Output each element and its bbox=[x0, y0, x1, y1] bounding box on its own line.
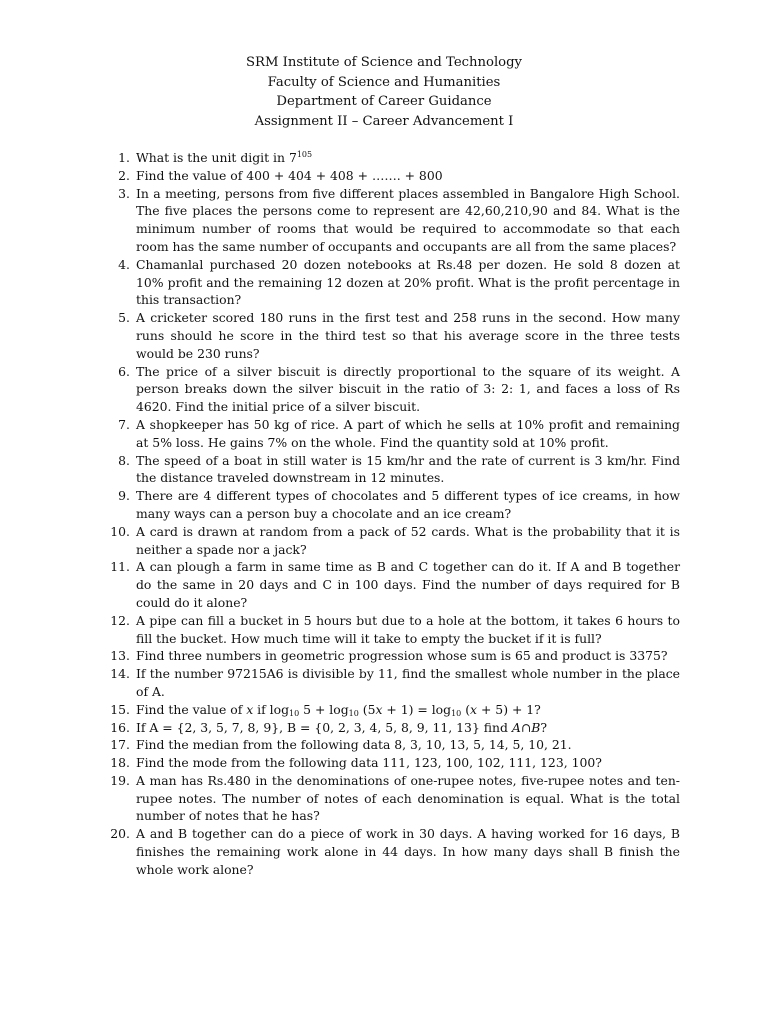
question-9: 9. There are 4 different types of chocolates and 5 different types of ice creams, in how many ways can a person buy a chocolate and an ice cream? bbox=[118, 488, 680, 521]
question-4: 4. Chamanlal purchased 20 dozen notebooks at Rs.48 per dozen. He sold 8 dozen at 10% profit and the remaining 12 dozen at 20% profit. What is the profit percentage in this transaction? bbox=[118, 256, 680, 308]
question-14: 14. If the number 97215A6 is divisible by 11, find the smallest whole number in the place of A. bbox=[110, 666, 680, 699]
question-20: 20. A and B together can do a piece of work in 30 days. A having worked for 16 days, B finishes the remaining work alone in 44 days. In how many days shall B finish the whole work alone? bbox=[110, 826, 680, 877]
question-1: 1. What is the unit digit in $7^{105}$ bbox=[118, 150, 313, 165]
question-18: 18. Find the mode from the following data 111, 123, 100, 102, 111, 123, 100? bbox=[110, 755, 602, 771]
question-6: 6. The price of a silver biscuit is directly proportional to the square of its weight. A person breaks down the silver biscuit in the ratio of 3: 2: 1, and faces a loss of Rs 4620. Find the initial price of a silver biscuit. bbox=[118, 363, 680, 415]
question-2: 2. Find the value of 400 + 404 + 408 + ……. + 800 bbox=[118, 167, 443, 183]
question-list bbox=[100, 149, 680, 879]
question-12: 12. A pipe can fill a bucket in 5 hours but due to a hole at the bottom, it takes 6 hours to fill the bucket. How much time will it take to empty the bucket if it is full? bbox=[110, 612, 680, 646]
question-11: 11. A can plough a farm in same time as B and C together can do it. If A and B together do the same in 20 days and C in 100 days. Find the number of days required for B could do it alone? bbox=[110, 559, 680, 610]
question-16: 16. If A = {2, 3, 5, 7, 8, 9}, B = {0, 2, 3, 4, 5, 8, 9, 11, 13} find A∩B? bbox=[110, 719, 547, 735]
question-5: 5. A cricketer scored 180 runs in the first test and 258 runs in the second. How many runs should he score in the third test so that his average score in the three tests would be 230 runs? bbox=[118, 310, 680, 361]
question-15: 15. Find the value of x if $\log_{10} 5 + \log_{10} (5x + 1) = \log_{10} (x + 5) + 1$? bbox=[110, 701, 541, 718]
institute-name: SRM Institute of Science and Technology bbox=[246, 55, 522, 70]
assignment-title: Assignment II – Career Advancement I bbox=[254, 113, 514, 129]
question-19: 19. A man has Rs.480 in the denominations of one-rupee notes, five-rupee notes and ten-rupee notes. The number of notes of each denomination is equal. What is the total number of notes that he has? bbox=[110, 772, 680, 824]
question-10: 10. A card is drawn at random from a pack of 52 cards. What is the probability that it is neither a spade nor a jack? bbox=[110, 523, 680, 557]
document-header bbox=[0, 53, 768, 131]
department-name: Department of Career Guidance bbox=[276, 94, 492, 110]
question-13: 13. Find three numbers in geometric progression whose sum is 65 and product is 3375? bbox=[110, 648, 668, 664]
question-8: 8. The speed of a boat in still water is 15 km/hr and the rate of current is 3 km/hr. Find the distance traveled downstream in 12 minutes. bbox=[118, 452, 680, 486]
faculty-name: Faculty of Science and Humanities bbox=[267, 74, 501, 90]
question-17: 17. Find the median from the following data 8, 3, 10, 13, 5, 14, 5, 10, 21. bbox=[110, 737, 572, 753]
question-3: 3. In a meeting, persons from five different places assembled in Bangalore High School. The five places the persons come to represent are 42,60,210,90 and 84. What is the minimum number of rooms that would be required to accommodate so that each room has the same number of occupants and occupants are all from the same places? bbox=[118, 185, 680, 254]
question-7: 7. A shopkeeper has 50 kg of rice. A part of which he sells at 10% profit and remaining at 5% loss. He gains 7% on the whole. Find the quantity sold at 10% profit. bbox=[118, 416, 680, 450]
